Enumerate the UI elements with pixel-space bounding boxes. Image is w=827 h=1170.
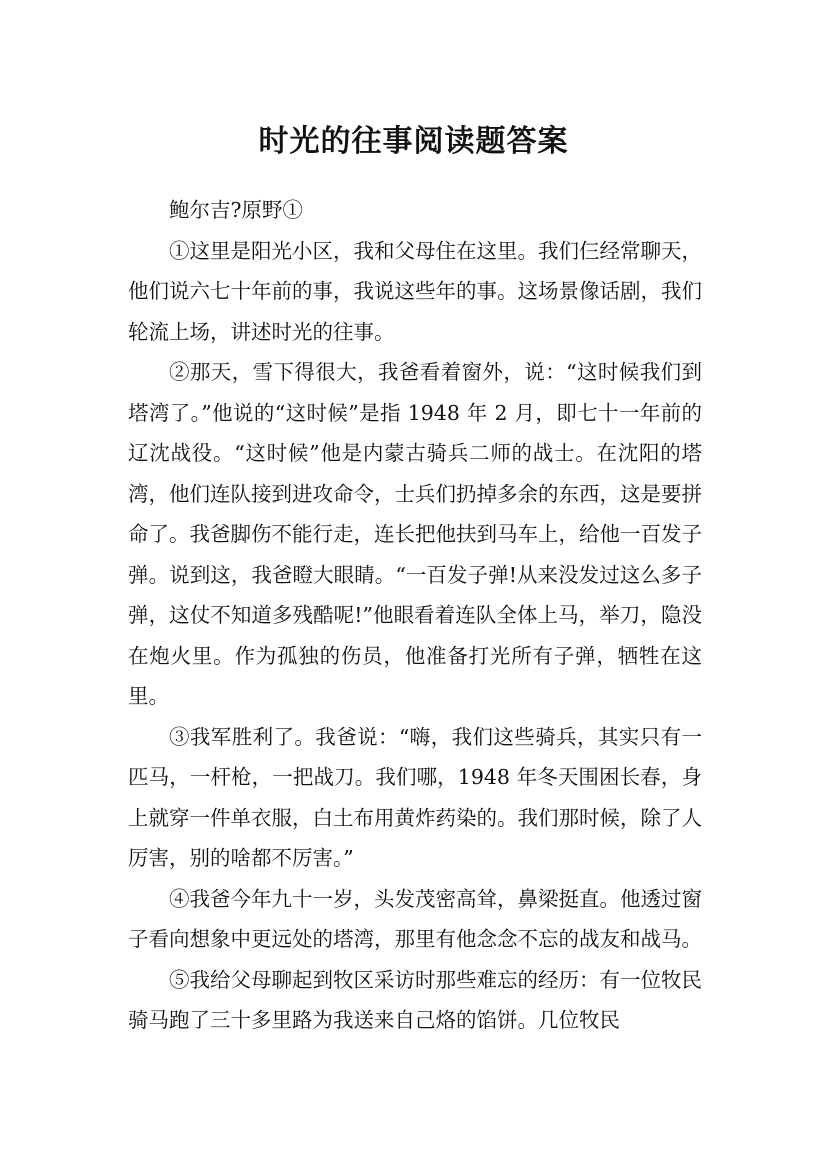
author-line: 鲍尔吉?原野① bbox=[169, 198, 303, 222]
document-title: 时光的往事阅读题答案 bbox=[258, 124, 569, 160]
document-body bbox=[128, 190, 702, 1041]
paragraph-1: ①这里是阳光小区，我和父母住在这里。我们仨经常聊天，他们说六七十年前的事，我说这些年的事。这场景像话剧，我们轮流上场，讲述时光的往事。 bbox=[128, 238, 702, 344]
paragraph-5: ⑤我给父母聊起到牧区采访时那些难忘的经历：有一位牧民骑马跑了三十多里路为我送来自己烙的馅饼。几位牧民 bbox=[128, 967, 702, 1032]
paragraph-4: ④我爸今年九十一岁，头发茂密高耸，鼻梁挺直。他透过窗子看向想象中更远处的塔湾，那里有他念念不忘的战友和战马。 bbox=[128, 886, 702, 951]
paragraph-2: ②那天，雪下得很大，我爸看着窗外，说：“这时候我们到塔湾了。”他说的“这时候”是指 1948 年 2 月，即七十一年前的辽沈战役。“这时候”他是内蒙古骑兵二师的战士。在沈阳的塔湾，他们连队接到进攻命令，士兵们扔掉多余的东西，这是要拼命了。我爸脚伤不能行走，连长把他扶到马车上，给他一百发子弹。说到这，我爸瞪大眼睛。“一百发子弹!从来没发过这么多子弹，这仗不知道多残酷呢!”他眼看着连队全体上马，举刀，隐没在炮火里。作为孤独的伤员，他准备打光所有子弹，牺牲在这里。 bbox=[128, 360, 702, 708]
paragraph-3: ③我军胜利了。我爸说：“嗨，我们这些骑兵，其实只有一匹马，一杆枪，一把战刀。我们哪，1948 年冬天围困长春，身上就穿一件单衣服，白土布用黄炸药染的。我们那时候，除了人厉害，别的啥都不厉害。” bbox=[128, 724, 702, 870]
